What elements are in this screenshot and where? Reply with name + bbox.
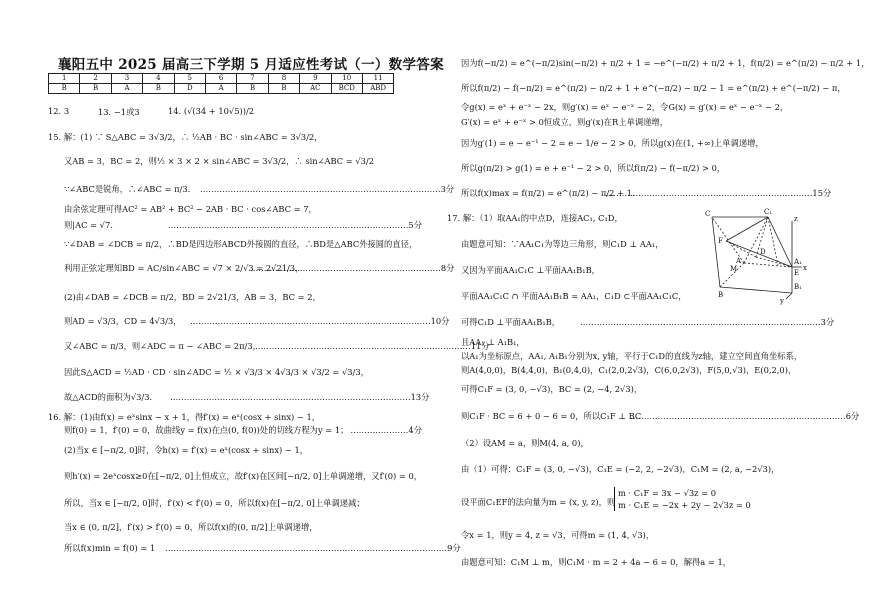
- solution-15-line: 利用正弦定理知BD = AC/sin∠ABC = √7 × 2/√3 = 2√21/3，: [64, 263, 304, 273]
- solution-17-line: 由题意可知：∵AA₁C₁为等边三角形，则C₁D ⊥ AA₁，: [461, 239, 664, 249]
- score-mark: ……………………………………………………………………11分: [255, 341, 490, 351]
- table-cell: 2: [80, 74, 111, 84]
- solution-15-line: 又AB = 3，BC = 2，则½ × 3 × 2 × sin∠ABC = 3√3/2，∴ sin∠ABC = √3/2: [64, 156, 375, 166]
- solution-16-cont-line: 所以f(x)max = f(π/2) = e^(π/2) − π/2 + 1.: [461, 188, 635, 198]
- table-cell: ABD: [362, 84, 393, 94]
- solution-15-line: ∵∠ABC是锐角，∴∠ABC = π/3.: [64, 184, 191, 194]
- table-cell: 7: [237, 74, 268, 84]
- figure-label: y: [780, 297, 784, 305]
- equation-system: [614, 487, 751, 511]
- table-cell: 11: [362, 74, 393, 84]
- score-mark: ……………………………………………………………………………5分: [167, 220, 422, 230]
- table-cell: 8: [268, 74, 299, 84]
- solution-17-line: 则C₁F · BC = 6 + 0 − 6 = 0，所以C₁F ⊥ BC: [461, 411, 642, 421]
- score-mark: ……………………………………………………………………………10分: [190, 316, 450, 326]
- solution-17-line: 且AA₁ ⊥ A₁B₁，: [461, 337, 525, 347]
- solution-16-line: 则f(0) = 1，f′(0) = 0，故曲线y = f(x)在点(0, f(0))处的切线方程为y = 1；: [64, 425, 349, 435]
- solution-16-cont-line: 所以g(π/2) > g(1) = e + e⁻¹ − 2 > 0，所以f(π/2) − f(−π/2) > 0，: [461, 163, 726, 173]
- answer-table-number-row: [49, 74, 394, 84]
- equation-line: m · C₁F = 3x − √3z = 0: [618, 488, 717, 498]
- figure-label: x: [803, 264, 807, 272]
- score-mark: …………………4分: [350, 425, 422, 435]
- table-cell: 9: [300, 74, 331, 84]
- solution-15-line: 由余弦定理可得AC² = AB² + BC² − 2AB · BC · cos∠ABC = 7，: [64, 204, 317, 214]
- answer-12: 12. 3: [48, 106, 70, 116]
- solution-17-line: 可得C₁F = (3, 0, −√3)，BC = (2, −4, 2√3)，: [461, 384, 643, 394]
- solution-17-line: 可得C₁D ⊥平面AA₁B₁B，: [461, 317, 561, 327]
- solution-17-line: 17. 解：（1）取AA₁的中点D，连接AC₁, C₁D，: [447, 213, 623, 223]
- solution-16-cont-line: 因为f(−π/2) = e^(−π/2)sin(−π/2) + π/2 + 1 = −e^(−π/2) + π/2 + 1，f(π/2) = e^(π/2) − π/2 + 1，: [461, 58, 870, 68]
- figure-label: A₁: [794, 258, 802, 266]
- figure-label: z: [794, 215, 798, 223]
- score-mark: …………………………………………………………………15分: [605, 188, 832, 198]
- solution-16-line: 所以，当x ∈ [−π/2, 0]时，f′(x) < f′(0) = 0，所以f(x)在[−π/2, 0]上单调递减；: [64, 498, 365, 508]
- figure-label: B: [718, 291, 724, 299]
- solution-17-line: 平面AA₁C₁C ∩ 平面AA₁B₁B = AA₁，C₁D ⊂平面AA₁C₁C，: [461, 291, 687, 301]
- solution-17-line: 则A(4,0,0)，B(4,4,0)，B₁(0,4,0)，C₁(2,0,2√3)，C(6,0,2√3)，F(5,0,√3)，E(0,2,0)，: [461, 365, 797, 375]
- table-cell: A: [205, 84, 236, 94]
- solution-16-line: 则h′(x) = 2eˣcosx≥0在[−π/2, 0]上恒成立，故f′(x)在区间[−π/2, 0]上单调递增，又f′(0) = 0，: [64, 471, 423, 481]
- table-cell: B: [237, 84, 268, 94]
- table-cell: BCD: [331, 84, 362, 94]
- solution-17-line: （2）设AM = a，则M(4, a, 0)，: [461, 438, 589, 448]
- table-cell: D: [174, 84, 205, 94]
- figure-label: B₁: [794, 283, 802, 291]
- solution-16-line: 当x ∈ (0, π/2]，f′(x) > f′(0) = 0，所以f(x)的(0, π/2]上单调递增，: [64, 522, 318, 532]
- solution-16-cont-line: 令g(x) = eˣ + e⁻ˣ − 2x，则g′(x) = eˣ − e⁻ˣ − 2，令G(x) = g′(x) = eˣ − e⁻ˣ − 2，: [461, 102, 789, 112]
- table-cell: 4: [143, 74, 174, 84]
- table-cell: B: [80, 84, 111, 94]
- solution-16-line: 16. 解：(1)由f(x) = eˣsinx − x + 1，得f′(x) = eˣ(cosx + sinx) − 1，: [48, 412, 321, 422]
- figure-label: A: [736, 257, 742, 265]
- solution-15-line: 又∠ABC = π/3，则∠ADC = π − ∠ABC = 2π/3，: [64, 341, 261, 351]
- score-mark: ……………………………………………………………………………3分: [580, 317, 835, 327]
- solution-16-cont-line: 所以f(π/2) − f(−π/2) = e^(π/2) − π/2 + 1 + e^(−π/2) − π/2 − 1 = e^(π/2) + e^(−π/2) − π，: [461, 83, 846, 93]
- answer-13: 13. −1或3: [98, 107, 140, 117]
- solution-16-line: 所以f(x)min = f(0) = 1: [64, 543, 156, 553]
- document-title: 襄阳五中 2025 届高三下学期 5 月适应性考试（一）数学答案: [58, 57, 444, 73]
- answer-14: 14. (√(34 + 10√5))/2: [168, 106, 255, 116]
- answer-table: [48, 73, 394, 94]
- figure-label: F: [718, 237, 723, 245]
- table-cell: B: [268, 84, 299, 94]
- answer-table-answer-row: [49, 84, 394, 94]
- figure-label: C: [705, 210, 711, 218]
- table-cell: A: [111, 84, 142, 94]
- solution-17-line: 令x = 1，则y = 4, z = √3，可得m = (1, 4, √3)，: [461, 530, 655, 540]
- table-cell: AC: [300, 84, 331, 94]
- prism-figure: [700, 205, 815, 305]
- figure-label: C₁: [764, 208, 773, 216]
- solution-15-line: 15. 解：(1) ∵ S△ABC = 3√3/2，∴ ½AB · BC · sin∠ABC = 3√3/2，: [48, 132, 323, 142]
- figure-label: E: [794, 269, 800, 277]
- score-mark: …………………………………………………………………………………………9分: [165, 543, 461, 553]
- score-mark: ……………………………………………………………………………13分: [170, 392, 430, 402]
- solution-17-line: 又因为平面AA₁C₁C ⊥平面AA₁B₁B，: [461, 265, 600, 275]
- table-cell: 10: [331, 74, 362, 84]
- table-cell: 1: [49, 74, 80, 84]
- solution-16-line: (2)当x ∈ [−π/2, 0]时，令h(x) = f′(x) = eˣ(cosx + sinx) − 1，: [64, 445, 309, 455]
- solution-15-line: 则|AC = √7.: [64, 220, 113, 230]
- solution-16-cont-line: G′(x) = eˣ + e⁻ˣ > 0恒成立，则g′(x)在R上单调递增，: [461, 117, 669, 127]
- table-cell: 6: [205, 74, 236, 84]
- solution-17-line: 由（1）可得：C₁F = (3, 0, −√3)，C₁E = (−2, 2, −2√3)，C₁M = (2, a, −2√3)，: [461, 464, 780, 474]
- solution-15-line: ∵∠DAB = ∠DCB = π/2，∴BD是四边形ABCD外接圆的直径，∴BD是△ABC外接圆的直径，: [64, 239, 418, 249]
- solution-15-line: 故△ACD的面积为√3/3.: [64, 392, 153, 402]
- score-mark: ……………………………………………………………………6分: [630, 411, 860, 421]
- solution-16-cont-line: 因为g′(1) = e − e⁻¹ − 2 = e − 1/e − 2 > 0，所以g(x)在(1, +∞)上单调递增，: [461, 138, 764, 148]
- solution-17-line: 设平面C₁EF的法向量为m = (x, y, z)，则: [461, 497, 616, 507]
- solution-17-line: 以A₁为坐标原点，AA₁, A₁B₁分别为x, y轴，平行于C₁D的直线为z轴，建立空间直角坐标系，: [461, 351, 803, 361]
- table-cell: B: [143, 84, 174, 94]
- solution-15-line: (2)由∠DAB = ∠DCB = π/2，BD = 2√21/3，AB = 3，BC = 2，: [64, 292, 321, 302]
- figure-label: M: [730, 265, 738, 273]
- solution-15-line: 则AD = √3/3，CD = 4√3/3，: [64, 316, 182, 326]
- score-mark: ……………………………………………………………8分: [250, 263, 455, 273]
- table-cell: B: [49, 84, 80, 94]
- equation-line: m · C₁E = −2x + 2y − 2√3z = 0: [618, 500, 751, 510]
- table-cell: 5: [174, 74, 205, 84]
- solution-15-line: 因此S△ACD = ½AD · CD · sin∠ADC = ½ × √3/3 × 4√3/3 × √3/2 = √3/3，: [64, 367, 369, 377]
- score-mark: ……………………………………………………………………………3分: [200, 184, 455, 194]
- table-cell: 3: [111, 74, 142, 84]
- solution-17-line: 由题意可知：C₁M ⊥ m，则C₁M · m = 2 + 4a − 6 = 0，解得a = 1，: [461, 557, 732, 567]
- figure-label: D: [760, 248, 766, 256]
